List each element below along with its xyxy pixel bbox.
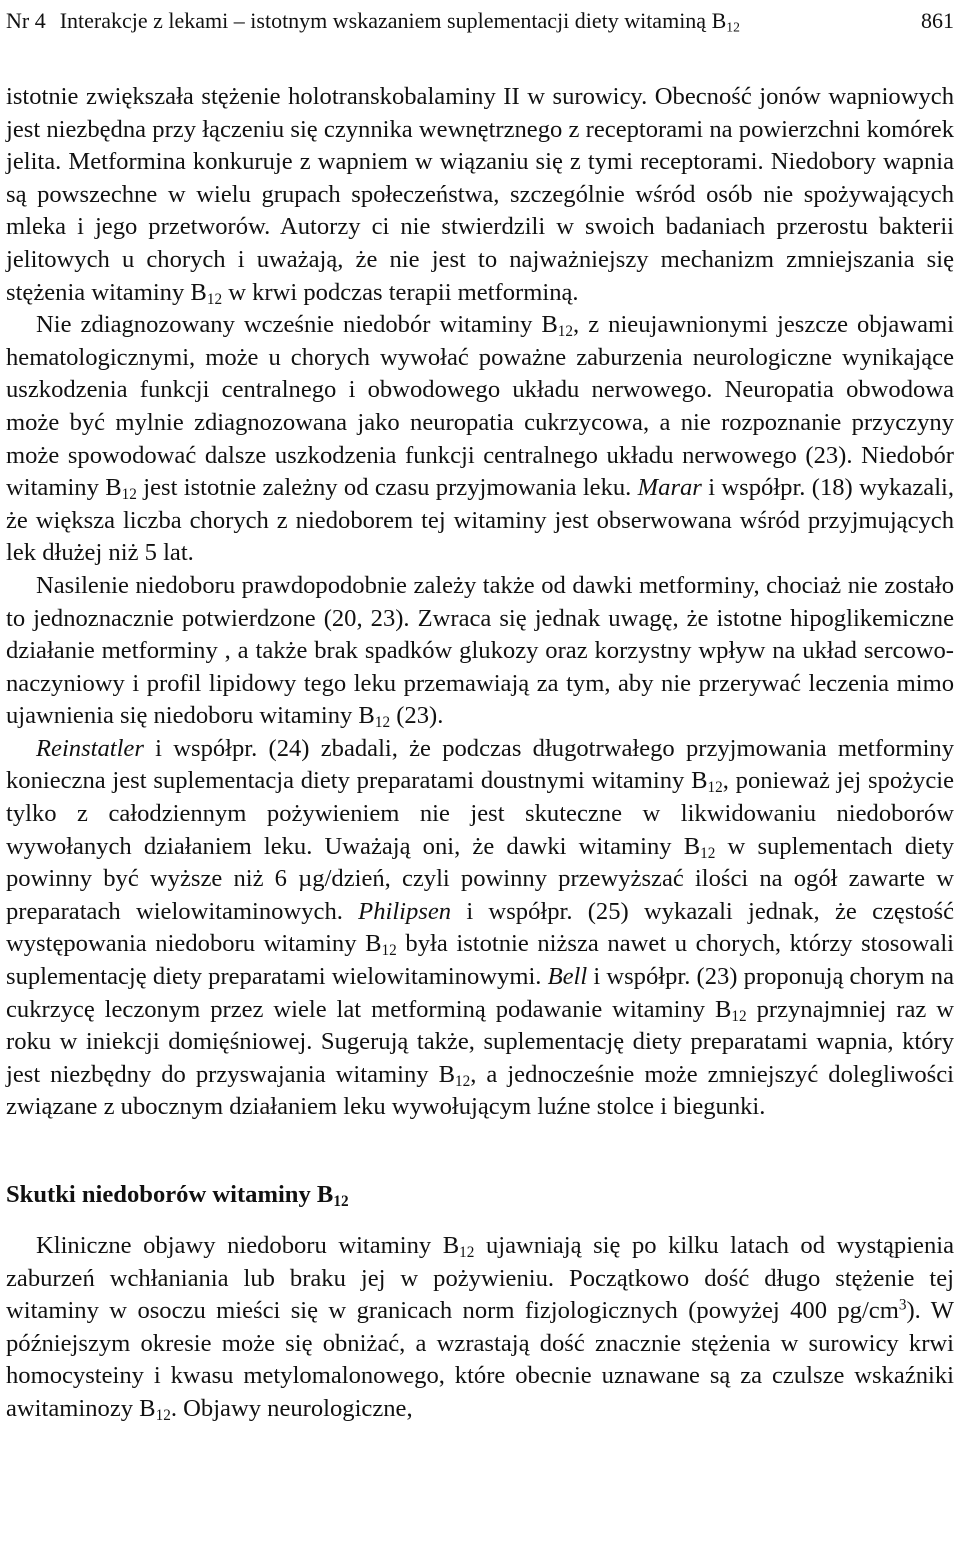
- author-name: Bell: [547, 963, 588, 991]
- author-name: Marar: [637, 474, 702, 502]
- paragraph-5: Kliniczne objawy niedoboru witaminy $B_{12}$ ujawniają się po kilku latach od wystąpienia zaburzeń wchłaniania lub braku jej w pożywieniu. Początkowo dość długo stężenie tej witaminy w osoczu mieści się w granicach norm fizjologicznych (powyżej 400 $pg/cm^3$). W późniejszym okresie może się obniżać, a wzrastają dość znacznie stężenia w surowicy krwi homocysteiny i kwasu metylomalonowego, które obecnie uznawane są za czulsze wskaźniki awitaminozy $B_{12}$. Objawy neurologiczne,: [6, 1232, 954, 1424]
- article-body: [6, 81, 954, 1426]
- paragraph-3: Nasilenie niedoboru prawdopodobnie zależy także od dawki metforminy, chociaż nie zostało to jednoznacznie potwierdzone (20, 23). Zwraca się jednak uwagę, że istotne hipoglikemiczne działanie metforminy , a także brak spadków glukozy oraz korzystny wpływ na układ sercowo-naczyniowy i profil lipidowy tego leku przemawiają za tym, aby nie przerywać leczenia mimo ujawnienia się niedoboru witaminy $B_{12}$ (23).: [6, 571, 954, 732]
- author-name: Philipsen: [358, 897, 452, 925]
- section-heading: Skutki niedoborów witaminy $B_{12}$: [6, 1181, 349, 1210]
- paragraph-4: Reinstatler i współpr. (24) zbadali, że podczas długotrwałego przyjmowania metforminy konieczna jest suplementacja diety preparatami doustnymi witaminy $B_{12}$, ponieważ jej spożycie tylko z całodziennym pożywieniem nie jest skuteczne w likwidowaniu niedoborów wywołanych działaniem leku. Uważają oni, że dawki witaminy $B_{12}$ w suplementach diety powinny być wyższe niż 6 µg/dzień, czyli powinny przewyższać ilości na ogół zawarte w preparatach wielowitaminowych. Philipsen i współpr. (25) wykazali jednak, że częstość występowania niedoboru witaminy $B_{12}$ była istotnie niższa nawet u chorych, którzy stosowali suplementację diety preparatami wielowitaminowymi. Bell i współpr. (23) proponują chorym na cukrzycę leczonym przez wiele lat metforminą podawanie witaminy $B_{12}$ przynajmniej raz w roku w iniekcji domięśniowej. Sugerują także, suplementację diety preparatami wapnia, który jest niezbędny do przyswajania witaminy $B_{12}$, a jednocześnie może zmniejszyć dolegliwości związane z ubocznym działaniem leku wywołującym luźne stolce i biegunki.: [6, 734, 955, 1121]
- paragraph-2: Nie zdiagnozowany wcześnie niedobór witaminy $B_{12}$, z nieujawnionymi jeszcze objawami hematologicznymi, może u chorych wywołać poważne zaburzenia neurologiczne wynikające uszkodzenia funkcji centralnego i obwodowego układu nerwowego. Neuropatia obwodowa może być mylnie zdiagnozowana jako neuropatia cukrzycowa, a nie rozpoznanie przyczyny może spowodować dalsze uszkodzenia funkcji centralnego układu nerwowego (23). Niedobór witaminy $B_{12}$ jest istotnie zależny od czasu przyjmowania leku. Marar i współpr. (18) wykazali, że większa liczba chorych z niedoborem tej witaminy jest obserwowana wśród przyjmujących lek dłużej niż 5 lat.: [6, 311, 955, 567]
- running-header: [6, 6, 954, 40]
- issue-number: Nr 4: [6, 8, 46, 33]
- paragraph-1: istotnie zwiększała stężenie holotranskobalaminy II w surowicy. Obecność jonów wapniowych jest niezbędna przy łączeniu się czynnika wewnętrznego z receptorami na powierzchni komórek jelita. Metformina konkuruje z wapniem w wiązaniu się z tymi receptorami. Niedobory wapnia są powszechne w wielu grupach społeczeństwa, szczególnie wśród osób nie spożywających mleka i jego przetworów. Autorzy ci nie stwierdzili w swoich badaniach przerostu bakterii jelitowych u chorych i uważają, że nie jest to najważniejszy mechanizm zmniejszania się stężenia witaminy $B_{12}$ w krwi podczas terapii metforminą.: [6, 83, 954, 308]
- running-title: Interakcje z lekami – istotnym wskazaniem suplementacji diety witaminą $B_{12}$: [59, 8, 740, 35]
- page-number: 861: [921, 8, 954, 33]
- author-name: Reinstatler: [36, 734, 144, 762]
